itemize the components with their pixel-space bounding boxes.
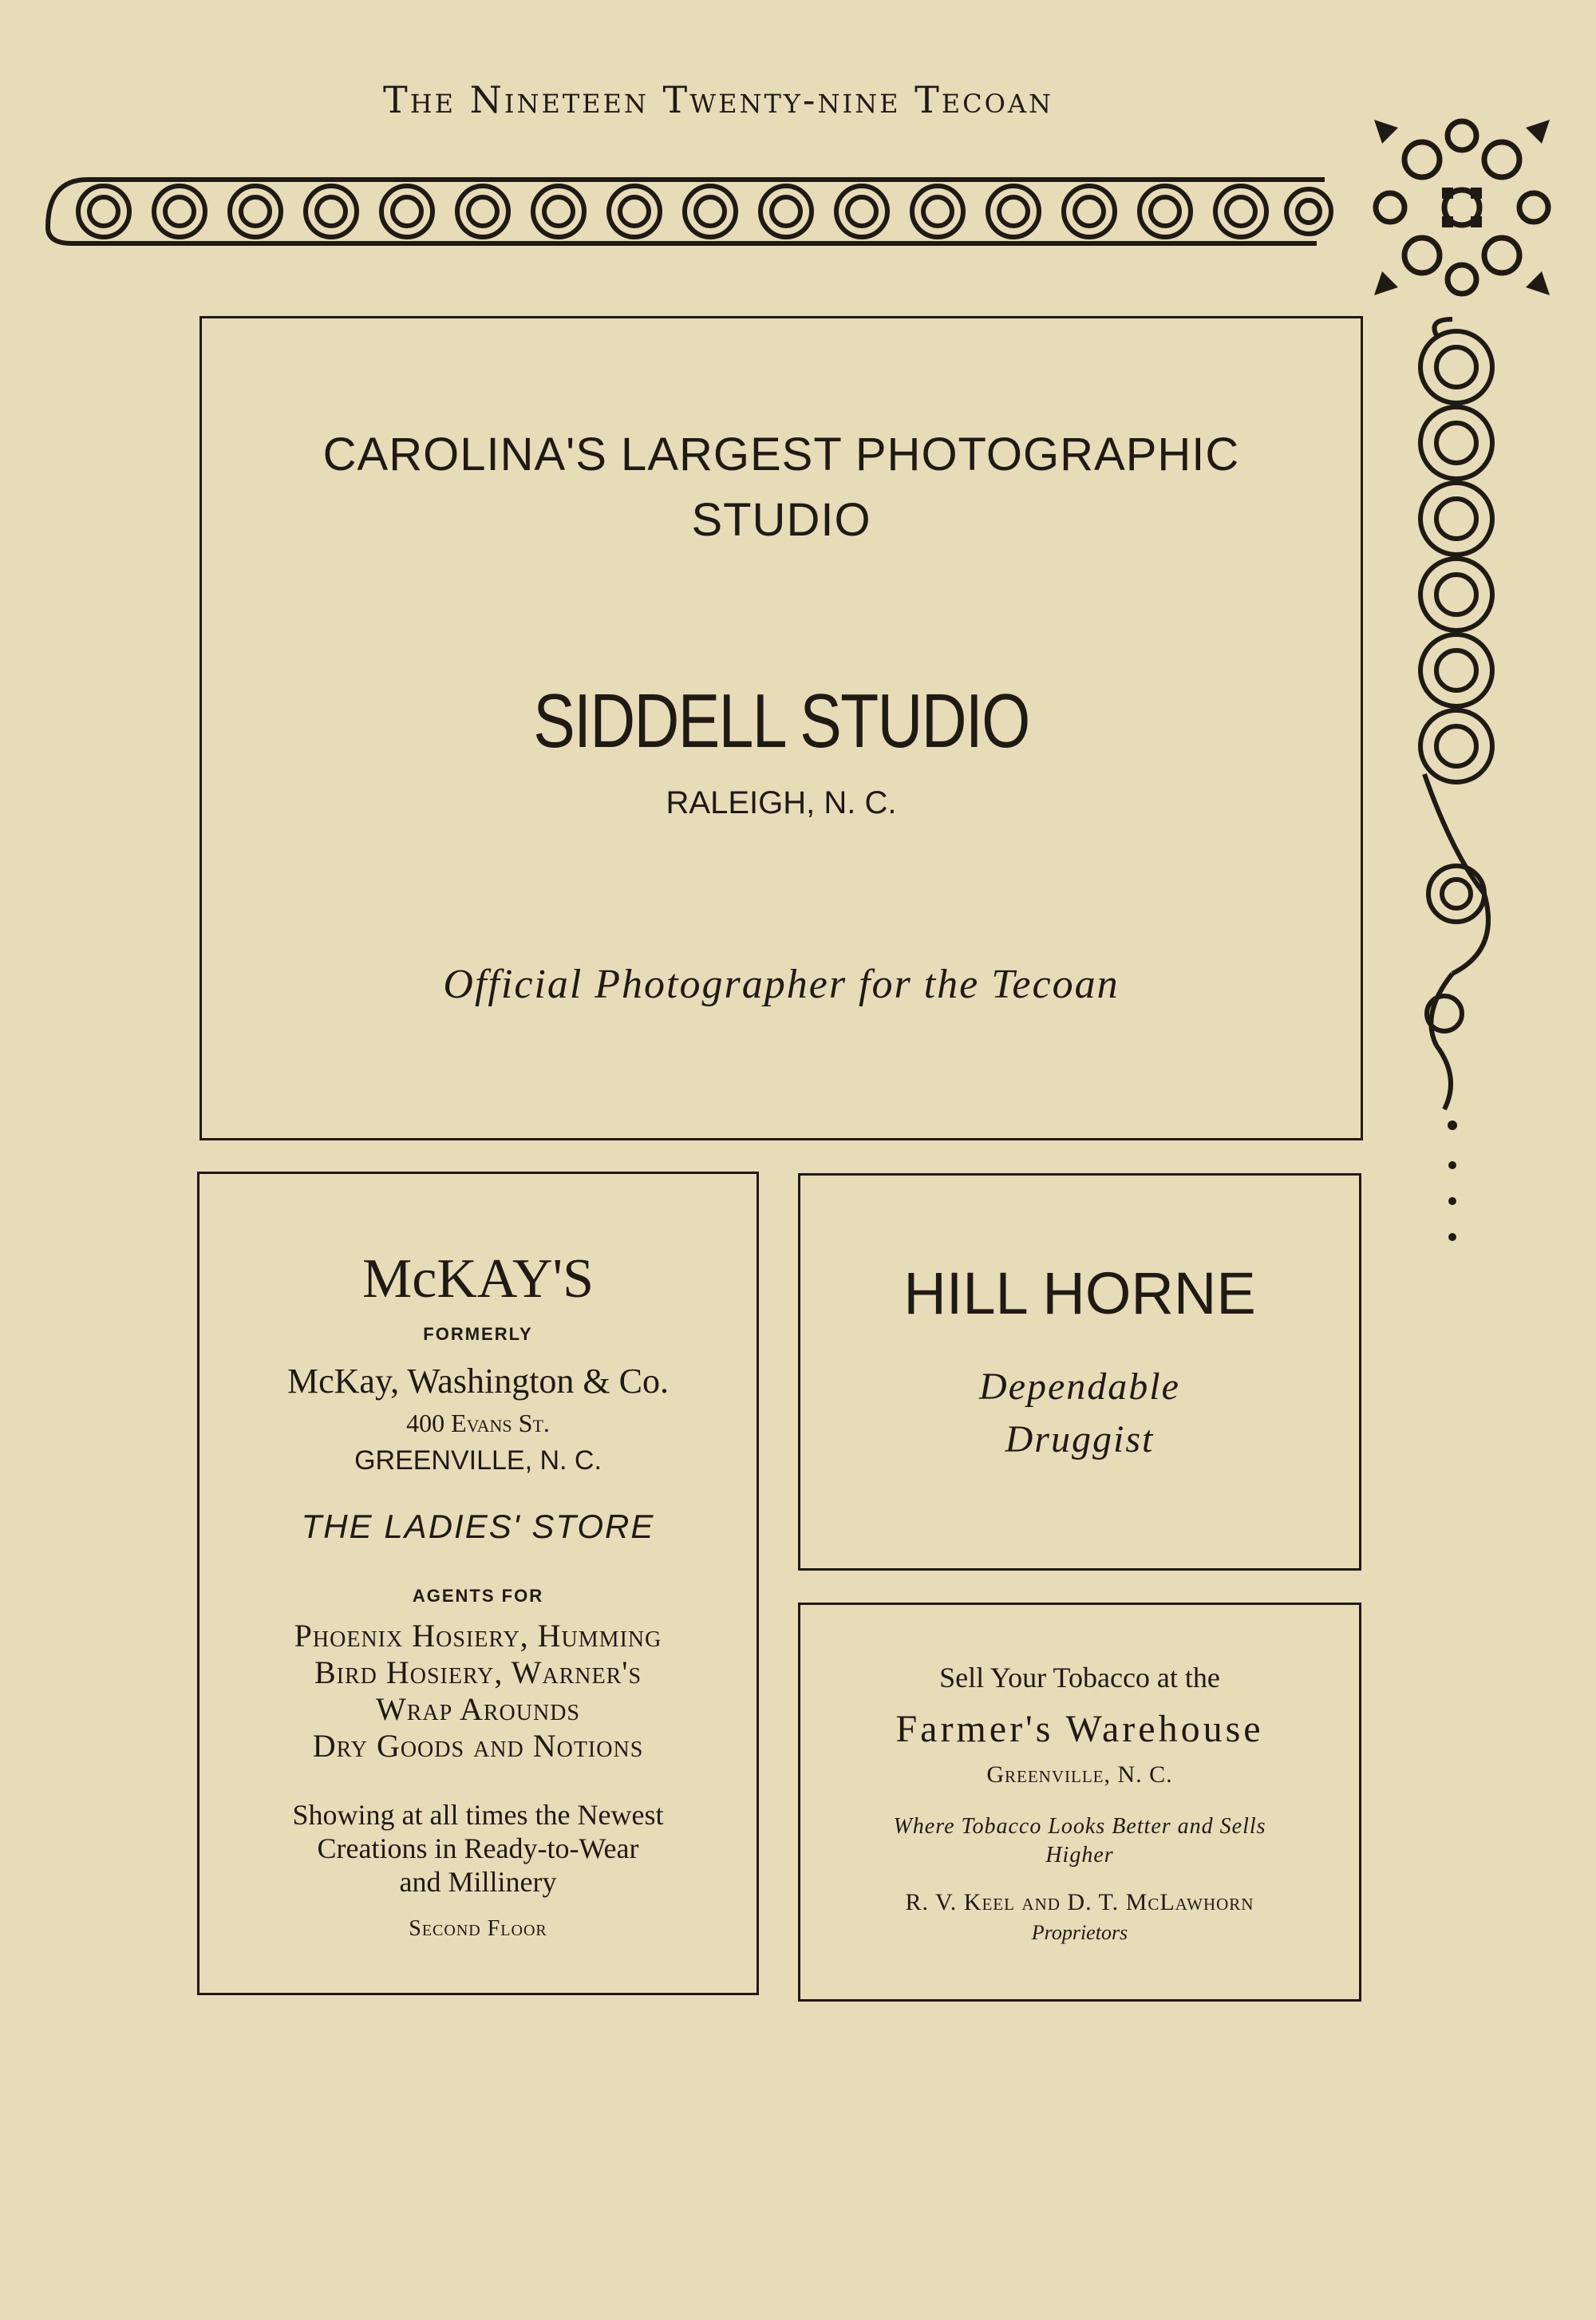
- mckays-agents-line1: Phoenix Hosiery, Humming: [294, 1618, 662, 1654]
- hill-horne-tagline-line1: Dependable: [979, 1366, 1180, 1408]
- farmers-slogan-line2: Higher: [1045, 1843, 1114, 1867]
- siddell-headline-line1: CAROLINA'S LARGEST PHOTOGRAPHIC: [322, 429, 1240, 480]
- mckays-agents-label: AGENTS FOR: [412, 1586, 544, 1606]
- farmers-proprietors-label: Proprietors: [1031, 1921, 1128, 1944]
- mckays-agents-line3: Wrap Arounds: [375, 1691, 581, 1727]
- siddell-name: SIDDELL STUDIO: [533, 678, 1029, 764]
- ad-farmers-warehouse: [798, 1603, 1361, 2002]
- hill-horne-tagline-line2: Druggist: [1005, 1418, 1155, 1460]
- vertical-scroll-ornament: [1404, 311, 1508, 1269]
- mckays-agents-line4: Dry Goods and Notions: [312, 1728, 644, 1764]
- farmers-intro: Sell Your Tobacco at the: [939, 1662, 1220, 1694]
- siddell-location: RALEIGH, N. C.: [666, 785, 897, 820]
- ad-hill-horne: [798, 1173, 1361, 1571]
- mckays-city: GREENVILLE, N. C.: [354, 1445, 602, 1476]
- page-header-title: The Nineteen Twenty-nine Tecoan: [383, 78, 1053, 121]
- decorative-scroll-border: [40, 148, 1357, 251]
- ad-mckays: [197, 1172, 759, 1995]
- farmers-slogan-line1: Where Tobacco Looks Better and Sells: [893, 1814, 1266, 1839]
- farmers-city: Greenville, N. C.: [986, 1761, 1173, 1788]
- mckays-floor: Second Floor: [409, 1916, 547, 1941]
- mckays-former-name: McKay, Washington & Co.: [287, 1362, 669, 1401]
- mckays-name: McKAY'S: [361, 1248, 595, 1310]
- siddell-tagline: Official Photographer for the Tecoan: [443, 962, 1120, 1007]
- mckays-showing-line2: Creations in Ready-to-Wear: [317, 1832, 639, 1864]
- mckays-address: 400 Evans St.: [406, 1409, 550, 1437]
- corner-ornament: [1366, 112, 1558, 303]
- ad-siddell-studio: [200, 316, 1363, 1140]
- mckays-formerly: FORMERLY: [423, 1324, 533, 1344]
- mckays-showing-line1: Showing at all times the Newest: [292, 1799, 664, 1831]
- mckays-store-slogan: THE LADIES' STORE: [301, 1508, 655, 1545]
- hill-horne-name: HILL HORNE: [903, 1260, 1256, 1326]
- mckays-agents-line2: Bird Hosiery, Warner's: [314, 1654, 642, 1690]
- farmers-name: Farmer's Warehouse: [895, 1708, 1264, 1750]
- farmers-proprietors-names: R. V. Keel and D. T. McLawhorn: [905, 1889, 1254, 1915]
- mckays-showing-line3: and Millinery: [399, 1866, 557, 1898]
- siddell-headline-line2: STUDIO: [691, 494, 871, 546]
